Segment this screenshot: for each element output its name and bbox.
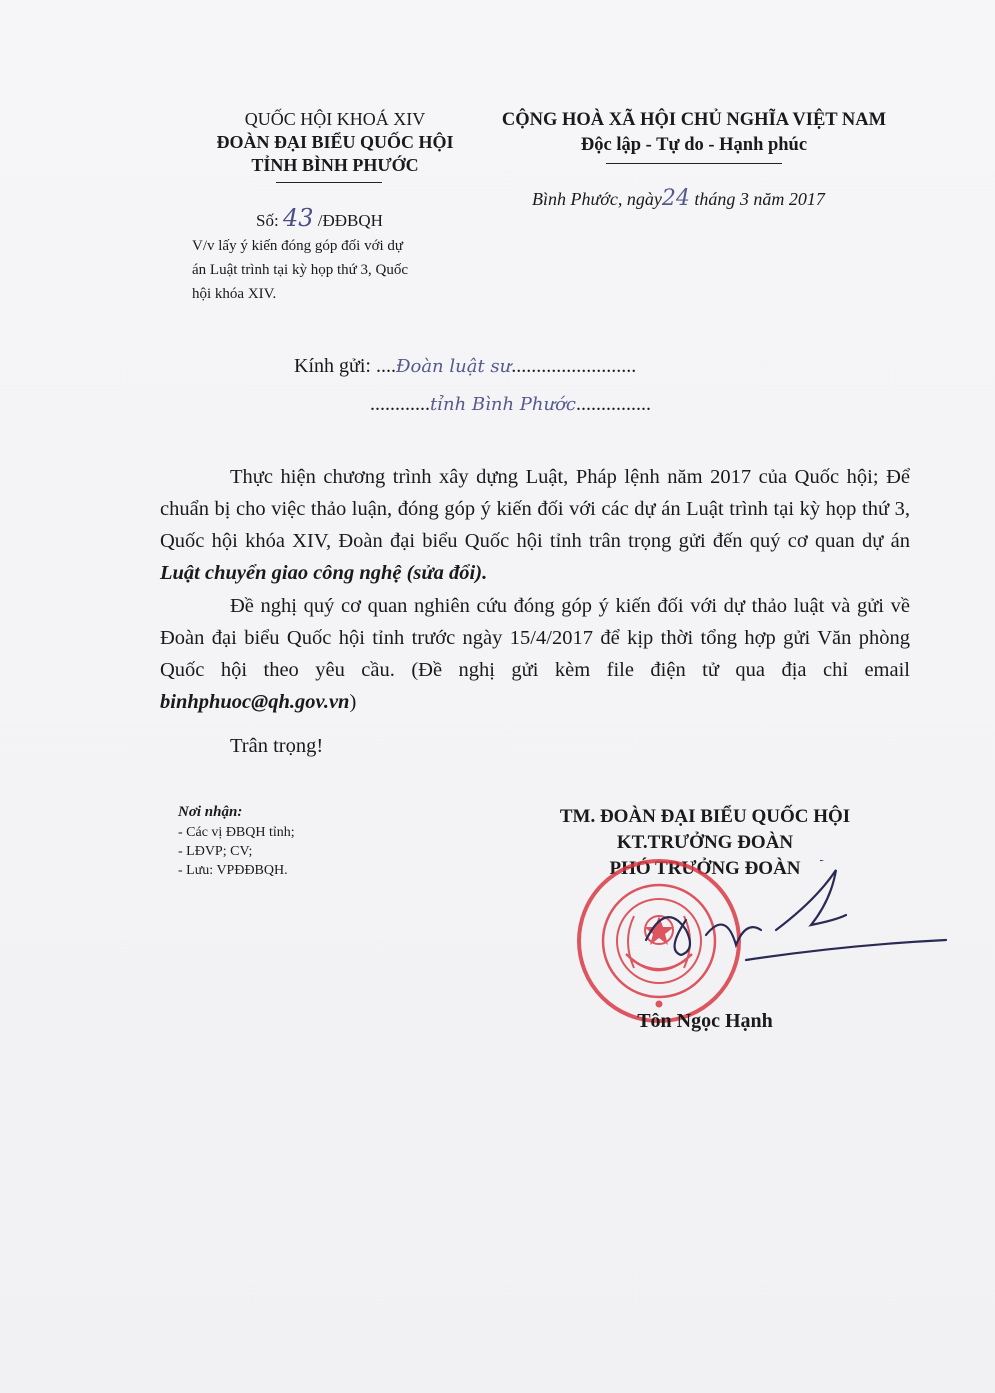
national-header: [484, 108, 904, 158]
paragraph-1: [160, 461, 910, 589]
national-title: CỘNG HOÀ XÃ HỘI CHỦ NGHĨA VIỆT NAM: [501, 110, 887, 130]
dots: ....: [375, 355, 396, 377]
addressee-line-1: [294, 355, 636, 378]
recipients-block: [178, 804, 295, 880]
recipients-title: Nơi nhận:: [178, 804, 243, 820]
signature-line-1: TM. ĐOÀN ĐẠI BIỂU QUỐC HỘI: [559, 806, 851, 827]
date-line: [532, 186, 825, 211]
law-title: Luật chuyển giao công nghệ (sửa đổi).: [160, 562, 488, 584]
addressee-handwritten-2: tỉnh Bình Phước: [430, 394, 577, 415]
national-motto: Độc lập - Tự do - Hạnh phúc: [580, 135, 808, 155]
issuer-header: [190, 108, 480, 177]
handwritten-signature: [626, 860, 956, 1000]
subject-line-1: V/v lấy ý kiến đóng góp đối với dự: [192, 238, 404, 254]
dots: .........................: [511, 355, 637, 377]
date-part-2: tháng 3 năm 2017: [694, 189, 825, 209]
closing: Trân trọng!: [230, 735, 324, 757]
addressee-label: Kính gửi:: [294, 355, 371, 377]
date-day-handwritten: 24: [661, 186, 690, 211]
issuer-line-1: QUỐC HỘI KHOÁ XIV: [244, 109, 426, 129]
signature-line-3: PHÓ TRƯỞNG ĐOÀN: [609, 858, 801, 879]
issuer-line-2: ĐOÀN ĐẠI BIỂU QUỐC HỘI: [216, 132, 454, 152]
paren-close: ): [349, 691, 357, 713]
dots: ............: [370, 393, 430, 415]
date-part-1: Bình Phước, ngày: [532, 189, 662, 209]
addressee-handwritten-1: Đoàn luật sư: [395, 356, 512, 377]
paragraph-2: [160, 590, 910, 718]
email-address: binhphuoc@qh.gov.vn: [160, 691, 350, 713]
subject-block: [192, 234, 408, 306]
number-suffix: /ĐĐBQH: [317, 211, 383, 230]
recipient-item: - Các vị ĐBQH tỉnh;: [178, 825, 295, 840]
subject-line-3: hội khóa XIV.: [192, 286, 277, 302]
dots: ...............: [576, 393, 652, 415]
subject-line-2: án Luật trình tại kỳ họp thứ 3, Quốc: [192, 262, 409, 278]
paragraph-2-text: Đề nghị quý cơ quan nghiên cứu đóng góp ý kiến đối với dự thảo luật và gửi về Đoàn đại biểu Quốc hội tỉnh trước ngày 15/4/2017 để kịp thời tổng hợp gửi Văn phòng Quốc hội theo yêu cầu. (Đề nghị gửi kèm file điện tử qua địa chỉ email: [160, 595, 910, 681]
addressee-line-2: [370, 393, 651, 416]
number-prefix: Số:: [256, 211, 279, 230]
signatory-name: Tôn Ngọc Hạnh: [637, 1010, 773, 1032]
number-handwritten: 43: [282, 204, 314, 232]
issuer-underline: [276, 182, 382, 183]
issuer-line-3: TỈNH BÌNH PHƯỚC: [251, 155, 419, 175]
document-number: [256, 204, 383, 232]
recipient-item: - Lưu: VPĐĐBQH.: [178, 863, 288, 878]
signature-line-2: KT.TRƯỞNG ĐOÀN: [616, 832, 794, 853]
letter-body: [160, 461, 910, 762]
motto-underline: [606, 163, 782, 164]
paragraph-1-text: Thực hiện chương trình xây dựng Luật, Pháp lệnh năm 2017 của Quốc hội; Để chuẩn bị cho việc thảo luận, đóng góp ý kiến đối với các dự án Luật trình tại kỳ họp thứ 3, Quốc hội khóa XIV, Đoàn đại biểu Quốc hội tỉnh trân trọng gửi đến quý cơ quan dự án: [160, 466, 910, 552]
recipient-item: - LĐVP; CV;: [178, 844, 253, 859]
